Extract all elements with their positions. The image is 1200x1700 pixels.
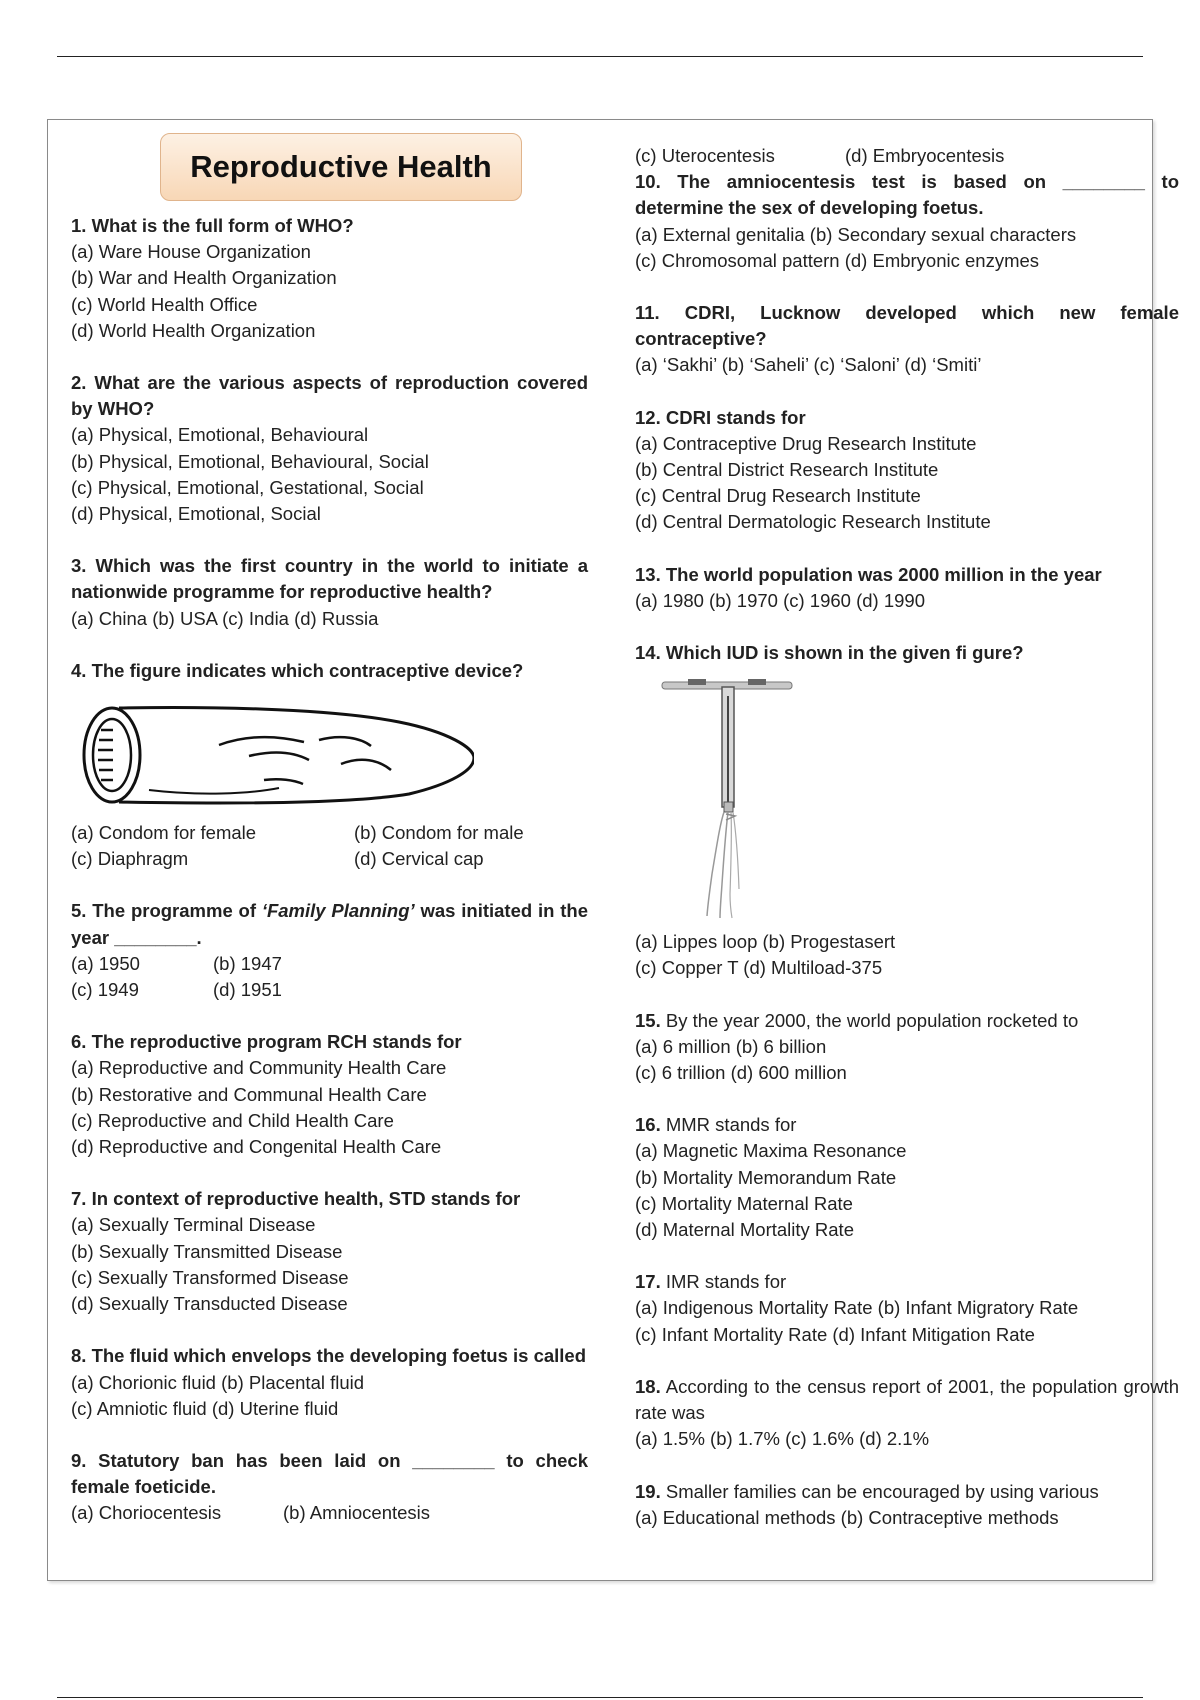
question-body: According to the census report of 2001, the population growth rate was — [635, 1375, 1179, 1424]
option: (d) Embryocentesis — [845, 145, 1005, 166]
question-text: 4. The figure indicates which contraceptive device? — [71, 659, 524, 681]
question-text: 2. What are the various aspects of reproduction covered by WHO? — [71, 372, 588, 420]
question-2 — [71, 370, 588, 527]
option: (a) 1950 — [71, 952, 140, 974]
option: (d) Central Dermatologic Research Institute — [635, 511, 991, 533]
option: (a) Indigenous Mortality Rate (b) Infant Migratory Rate — [635, 1297, 1079, 1319]
option: (d) Cervical cap — [354, 848, 484, 870]
question-body: By the year 2000, the world population rocketed to — [660, 1009, 1079, 1031]
left-column — [71, 120, 588, 1527]
question-7 — [71, 1186, 588, 1317]
option: (c) Mortality Maternal Rate — [635, 1192, 853, 1214]
question-number: 15. — [635, 1009, 661, 1031]
question-suffix: was initiated in the year ________. — [71, 900, 589, 948]
question-6 — [71, 1029, 588, 1160]
option: (b) Amniocentesis — [283, 1502, 431, 1524]
option: (a) Sexually Terminal Disease — [71, 1214, 316, 1236]
question-1 — [71, 213, 588, 344]
bottom-rule — [57, 1697, 1143, 1698]
question-text — [635, 1008, 1179, 1034]
option: (c) Diaphragm — [71, 848, 189, 870]
question-text: 9. Statutory ban has been laid on ________ to check female foeticide. — [71, 1449, 588, 1498]
option: (b) Physical, Emotional, Behavioural, Social — [71, 450, 429, 472]
question-text: 11. CDRI, Lucknow developed which new female contraceptive? — [635, 302, 1179, 350]
option: (a) Reproductive and Community Health Care — [71, 1057, 447, 1079]
option: (c) 6 trillion (d) 600 million — [635, 1062, 847, 1084]
question-19 — [635, 1479, 1179, 1531]
question-12 — [635, 405, 1179, 536]
question-text: 6. The reproductive program RCH stands for — [71, 1031, 462, 1053]
question-text: 12. CDRI stands for — [635, 406, 806, 428]
question-text — [635, 1269, 1179, 1295]
question-body: IMR stands for — [660, 1271, 787, 1293]
option: (d) World Health Organization — [71, 319, 316, 341]
option: (c) Physical, Emotional, Gestational, Social — [71, 476, 424, 498]
option: (c) Central Drug Research Institute — [635, 485, 921, 507]
question-text: 10. The amniocentesis test is based on ________ to determine the sex of developing foetus. — [635, 171, 1179, 219]
question-text — [635, 1479, 1179, 1505]
right-column — [635, 143, 1179, 1531]
option: (a) ‘Sakhi’ (b) ‘Saheli’ (c) ‘Saloni’ (d) ‘Smiti’ — [635, 354, 982, 376]
option: (b) Sexually Transmitted Disease — [71, 1240, 343, 1262]
question-text: 3. Which was the first country in the world to initiate a nationwide programme for reproductive health? — [71, 555, 588, 603]
question-13 — [635, 562, 1179, 614]
question-italic: ‘Family Planning’ — [261, 900, 415, 922]
question-17 — [635, 1269, 1179, 1348]
question-5 — [71, 898, 588, 1003]
question-number: 16. — [635, 1114, 661, 1136]
option: (b) Condom for male — [354, 822, 524, 844]
option: (a) Choriocentesis — [71, 1502, 222, 1524]
question-number: 19. — [635, 1480, 661, 1502]
option: (a) Magnetic Maxima Resonance — [635, 1140, 907, 1162]
question-3 — [71, 553, 588, 632]
option: (a) 1.5% (b) 1.7% (c) 1.6% (d) 2.1% — [635, 1428, 930, 1450]
option: (c) Uterocentesis — [635, 145, 775, 166]
question-8 — [71, 1343, 588, 1422]
question-number: 18. — [635, 1375, 661, 1397]
question-16 — [635, 1112, 1179, 1243]
question-text — [635, 1374, 1179, 1426]
option: (d) 1951 — [213, 979, 282, 1001]
iud-figure-icon — [660, 674, 795, 919]
question-text — [635, 1112, 1179, 1138]
condom-figure-icon — [79, 700, 474, 810]
question-text: 8. The fluid which envelops the developing foetus is called — [71, 1345, 587, 1367]
option: (a) 6 million (b) 6 billion — [635, 1035, 827, 1057]
option: (c) Chromosomal pattern (d) Embryonic enzymes — [635, 249, 1040, 271]
option: (c) World Health Office — [71, 293, 258, 315]
option: (b) Central District Research Institute — [635, 459, 939, 481]
option: (c) 1949 — [71, 979, 139, 1001]
worksheet-frame — [47, 119, 1179, 1581]
question-text: 13. The world population was 2000 million in the year — [635, 563, 1102, 585]
question-body: Smaller families can be encouraged by using various — [660, 1480, 1099, 1502]
question-9-continued — [635, 143, 1179, 169]
option: (a) Physical, Emotional, Behavioural — [71, 424, 369, 446]
question-number: 17. — [635, 1271, 661, 1293]
question-15 — [635, 1008, 1179, 1087]
question-18 — [635, 1374, 1179, 1453]
option: (a) Ware House Organization — [71, 241, 311, 263]
option: (c) Reproductive and Child Health Care — [71, 1109, 394, 1131]
option: (b) War and Health Organization — [71, 267, 337, 289]
question-text: 1. What is the full form of WHO? — [71, 215, 354, 236]
option: (b) Restorative and Communal Health Care — [71, 1083, 427, 1105]
question-9 — [71, 1448, 588, 1527]
question-10 — [635, 169, 1179, 274]
option: (d) Physical, Emotional, Social — [71, 503, 321, 525]
option: (c) Copper T (d) Multiload-375 — [635, 957, 883, 979]
option: (c) Infant Mortality Rate (d) Infant Mitigation Rate — [635, 1323, 1035, 1345]
option: (a) Educational methods (b) Contraceptive methods — [635, 1506, 1059, 1528]
question-14 — [635, 640, 1179, 982]
option: (a) Lippes loop (b) Progestasert — [635, 931, 896, 953]
option: (a) China (b) USA (c) India (d) Russia — [71, 607, 379, 629]
option: (a) Condom for female — [71, 822, 257, 844]
option: (b) 1947 — [213, 952, 282, 974]
question-text: 14. Which IUD is shown in the given fi gure? — [635, 642, 1024, 664]
option: (d) Reproductive and Congenital Health Care — [71, 1136, 442, 1158]
question-body: MMR stands for — [660, 1114, 797, 1136]
option: (b) Mortality Memorandum Rate — [635, 1166, 897, 1188]
option: (d) Maternal Mortality Rate — [635, 1219, 854, 1241]
option: (a) External genitalia (b) Secondary sexual characters — [635, 223, 1077, 245]
option: (c) Sexually Transformed Disease — [71, 1266, 349, 1288]
option: (d) Sexually Transducted Disease — [71, 1293, 348, 1315]
question-text — [71, 898, 588, 950]
question-text: 7. In context of reproductive health, STD stands for — [71, 1188, 521, 1210]
question-11 — [635, 300, 1179, 379]
option: (c) Amniotic fluid (d) Uterine fluid — [71, 1397, 339, 1419]
option: (a) Chorionic fluid (b) Placental fluid — [71, 1371, 365, 1393]
option: (a) 1980 (b) 1970 (c) 1960 (d) 1990 — [635, 589, 926, 611]
question-prefix: 5. The programme of — [71, 900, 262, 922]
page-title: Reproductive Health — [160, 133, 522, 201]
question-4 — [71, 658, 588, 873]
option: (a) Contraceptive Drug Research Institute — [635, 432, 977, 454]
top-rule — [57, 56, 1143, 57]
